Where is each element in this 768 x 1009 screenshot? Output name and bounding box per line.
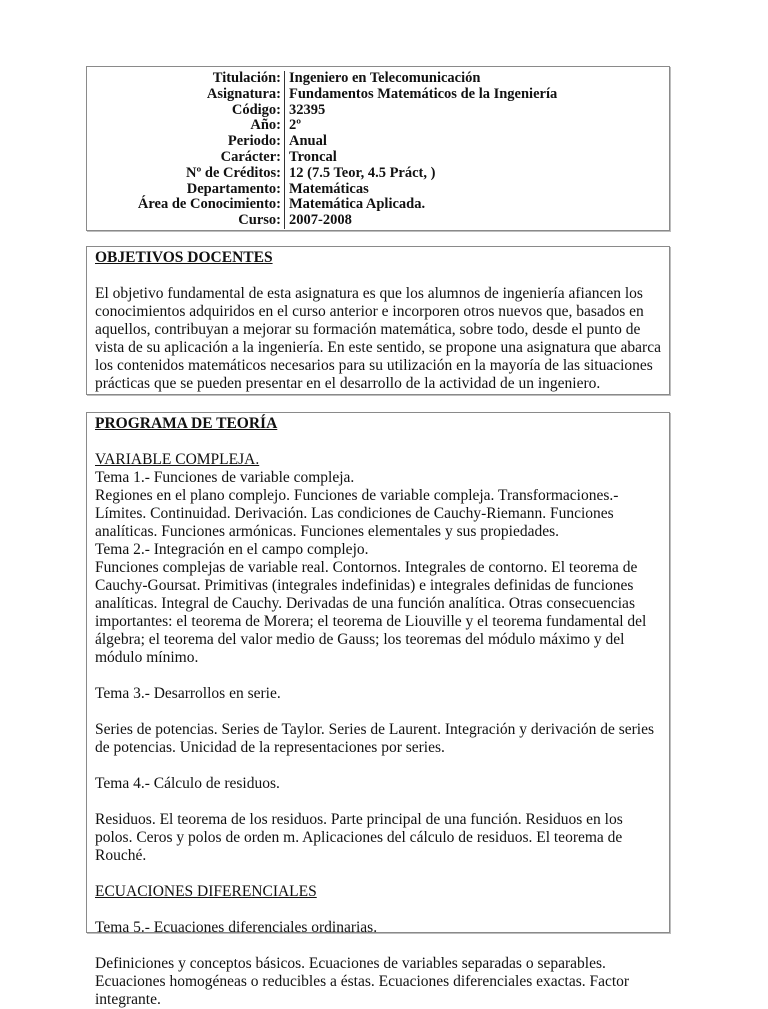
info-label: Titulación: (87, 71, 285, 87)
info-label: Carácter: (87, 150, 285, 166)
info-row-caracter (87, 150, 669, 166)
info-row-periodo (87, 134, 669, 150)
info-row-creditos (87, 166, 669, 182)
course-info-box (86, 66, 670, 231)
programa-section (86, 412, 670, 1008)
subsection-title: VARIABLE COMPLEJA. (95, 451, 260, 468)
tema-title: Tema 3.- Desarrollos en serie. (95, 685, 281, 702)
tema-content: Definiciones y conceptos básicos. Ecuaciones de variables separadas o separables. Ecuaciones homogéneas o reducibles a éstas. Ecuaciones diferenciales exactas. Factor integrante. (95, 955, 630, 1008)
info-row-ano (87, 118, 669, 134)
info-value: Fundamentos Matemáticos de la Ingeniería (289, 85, 558, 102)
info-label: Área de Conocimiento: (87, 197, 285, 213)
tema-content: Series de potencias. Series de Taylor. Series de Laurent. Integración y derivación de series de potencias. Unicidad de la representaciones por series. (95, 721, 655, 756)
tema-content: Regiones en el plano complejo. Funciones de variable compleja. Transformaciones.- Límites. Continuidad. Derivación. Las condiciones de Cauchy-Riemann. Funciones analíticas. Funciones armónicas. Funciones elementales y sus propiedades. (95, 487, 619, 540)
info-label: Asignatura: (87, 87, 285, 103)
info-label: Periodo: (87, 134, 285, 150)
info-value: 12 (7.5 Teor, 4.5 Práct, ) (289, 164, 436, 181)
info-value: Troncal (289, 148, 337, 165)
info-value: 2007-2008 (289, 212, 352, 229)
info-value: Matemática Aplicada. (289, 196, 426, 213)
section-heading: PROGRAMA DE TEORÍA (95, 415, 278, 432)
objetivos-section (86, 246, 670, 395)
info-row-asignatura (87, 87, 669, 103)
info-row-codigo (87, 103, 669, 119)
objetivos-paragraph: El objetivo fundamental de esta asignatura es que los alumnos de ingeniería afiancen los conocimientos adquiridos en el curso anterior e incorporen otros nuevos que, basados en aquellos, contribuyan a mejorar su formación matemática, sobre todo, desde el punto de vista de su aplicación a la ingeniería. En este sentido, se propone una asignatura que abarca los contenidos matemáticos necesarios para su utilización en la mayoría de las situaciones prácticas que se pueden presentar en el desarrollo de la actividad de un ingeniero. (95, 285, 661, 392)
info-row-area (87, 197, 669, 213)
info-value: 2º (289, 117, 302, 134)
info-value: Anual (289, 133, 327, 150)
info-value: Matemáticas (289, 180, 369, 197)
tema-content: Residuos. El teorema de los residuos. Parte principal de una función. Residuos en los polos. Ceros y polos de orden m. Aplicaciones del cálculo de residuos. El teorema de Rouché. (95, 811, 623, 864)
info-label: Departamento: (87, 182, 285, 198)
info-value: Ingeniero en Telecomunicación (289, 70, 481, 86)
info-row-departamento (87, 182, 669, 198)
info-row-titulacion (87, 71, 669, 87)
tema-title: Tema 5.- Ecuaciones diferenciales ordinarias. (95, 919, 378, 936)
tema-title: Tema 4.- Cálculo de residuos. (95, 775, 280, 792)
tema-content: Funciones complejas de variable real. Contornos. Integrales de contorno. El teorema de Cauchy-Goursat. Primitivas (integrales indefinidas) e integrales definidas de funciones analíticas. Integral de Cauchy. Derivadas de una función analítica. Otras consecuencias importantes: el teorema de Morera; el teorema de Liouville y el teorema fundamental del álgebra; el teorema del valor medio de Gauss; los teoremas del módulo máximo y del módulo mínimo. (95, 559, 647, 666)
section-heading: OBJETIVOS DOCENTES (95, 249, 273, 266)
info-row-curso (87, 213, 669, 229)
info-label: Código: (87, 103, 285, 119)
info-label: Curso: (87, 213, 285, 229)
tema-title: Tema 1.- Funciones de variable compleja. (95, 469, 355, 486)
info-value: 32395 (289, 101, 326, 118)
info-label: Nº de Créditos: (87, 166, 285, 182)
info-label: Año: (87, 118, 285, 134)
subsection-title: ECUACIONES DIFERENCIALES (95, 883, 317, 900)
course-info-table (87, 71, 669, 229)
tema-title: Tema 2.- Integración en el campo complejo. (95, 541, 369, 558)
